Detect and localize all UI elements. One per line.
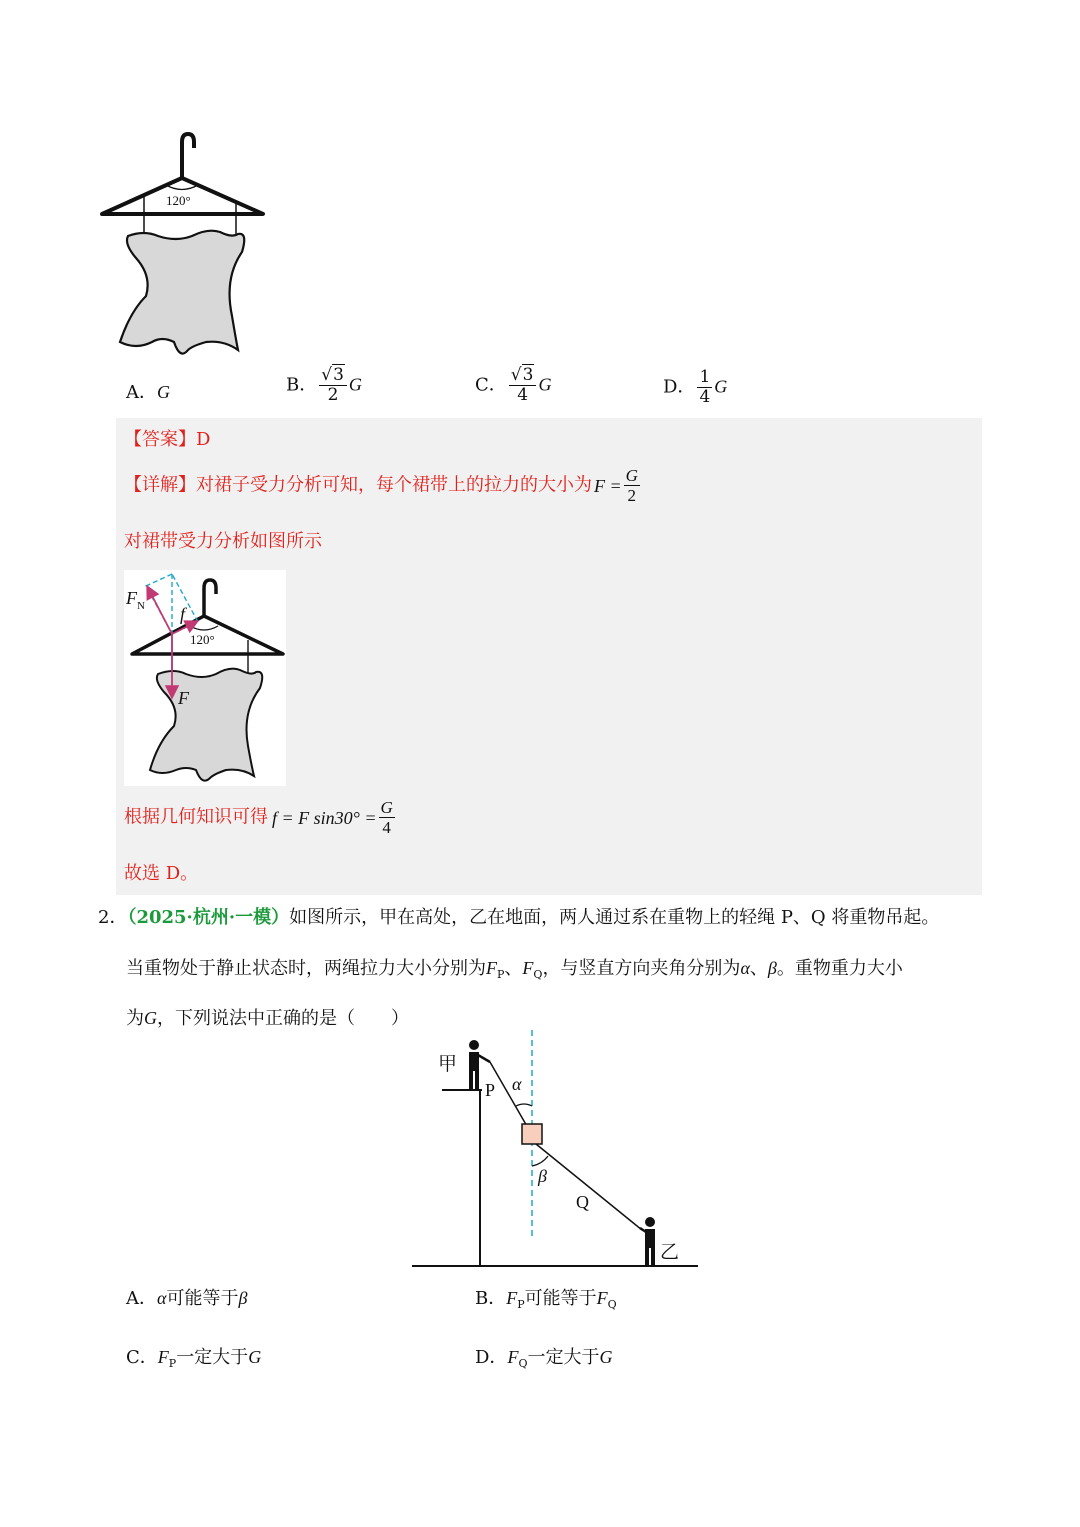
detail-line-4: 故选 D。 bbox=[124, 863, 199, 884]
beta-label: β bbox=[538, 1166, 547, 1186]
option-d-numerator: 1 bbox=[699, 367, 711, 387]
option-a[interactable] bbox=[126, 380, 170, 405]
alpha-label: α bbox=[512, 1074, 522, 1094]
q2-option-c-fp: F bbox=[157, 1347, 169, 1367]
option-c-fraction: $\frac{√3}{4}$ bbox=[509, 366, 537, 405]
force-fn-label: $F_N$ bbox=[126, 588, 145, 612]
force-angle-label: 120° bbox=[190, 632, 215, 647]
q2-option-a-beta: β bbox=[238, 1288, 248, 1308]
option-a-value: G bbox=[157, 382, 170, 402]
q2-sep-2: 、 bbox=[749, 958, 768, 979]
yi-label: 乙 bbox=[660, 1241, 680, 1263]
detail-frac1-num: G bbox=[625, 466, 638, 485]
q2-alpha: α bbox=[740, 958, 750, 978]
answer-tag: 【答案】 bbox=[124, 429, 196, 450]
q2-option-c-text: 一定大于 bbox=[176, 1347, 249, 1368]
detail-eq-1: F = bbox=[594, 475, 622, 496]
detail-fraction-1 bbox=[624, 466, 640, 505]
q2-g: G bbox=[144, 1008, 157, 1028]
option-b[interactable] bbox=[286, 366, 362, 405]
force-f-small-label: f bbox=[180, 604, 186, 624]
q2-option-b[interactable] bbox=[475, 1286, 617, 1317]
detail-line-1 bbox=[124, 466, 642, 505]
q2-option-b-fp-sub: P bbox=[517, 1298, 525, 1311]
detail-fraction-3 bbox=[379, 798, 395, 837]
q2-option-d[interactable] bbox=[475, 1345, 612, 1376]
detail-frac3-den: 4 bbox=[382, 818, 391, 837]
option-c-numerator: 3 bbox=[522, 365, 534, 385]
detail-text-1: 对裙子受力分析可知，每个裙带上的拉力的大小为 bbox=[196, 474, 592, 496]
q2-option-b-text: 可能等于 bbox=[524, 1288, 597, 1309]
option-b-label: B． bbox=[286, 374, 318, 396]
q2-option-c[interactable] bbox=[126, 1345, 261, 1376]
q2-option-d-fq-sub: Q bbox=[518, 1357, 528, 1370]
p-label: P bbox=[485, 1080, 496, 1100]
q2-option-d-g: G bbox=[599, 1347, 613, 1367]
option-d[interactable] bbox=[663, 368, 727, 407]
force-diagram bbox=[124, 570, 286, 786]
q2-option-a-alpha: α bbox=[157, 1288, 167, 1308]
option-b-var: G bbox=[348, 374, 362, 395]
q2-line-1 bbox=[98, 906, 939, 930]
q2-option-d-fq: F bbox=[507, 1347, 519, 1367]
q2-stem-3a: 为 bbox=[126, 1008, 144, 1029]
q2-option-d-label: D． bbox=[475, 1347, 508, 1368]
q2-fp-sub: P bbox=[497, 968, 505, 981]
option-c-label: C． bbox=[475, 374, 507, 396]
detail-line-3 bbox=[124, 798, 397, 837]
option-c-var: G bbox=[538, 374, 552, 395]
rope-figure bbox=[410, 1030, 700, 1270]
option-b-numerator: 3 bbox=[333, 365, 344, 385]
detail-line-2: 对裙带受力分析如图所示 bbox=[124, 531, 322, 552]
q2-sep-1: 、 bbox=[504, 958, 523, 979]
q2-source: （2025·杭州·一模） bbox=[127, 907, 290, 928]
jia-label: 甲 bbox=[438, 1053, 458, 1075]
q2-option-c-fp-sub: P bbox=[168, 1357, 177, 1370]
q2-option-a-text: 可能等于 bbox=[166, 1288, 239, 1309]
q2-line-3 bbox=[126, 1006, 409, 1031]
q2-stem-2b: ，与竖直方向夹角分别为 bbox=[542, 958, 741, 979]
q2-option-c-g: G bbox=[248, 1347, 262, 1367]
option-c[interactable] bbox=[475, 366, 551, 405]
detail-tag: 【详解】 bbox=[124, 474, 196, 496]
option-a-label: A． bbox=[126, 382, 157, 403]
q2-stem-3b: ，下列说法中正确的是（ ） bbox=[157, 1008, 409, 1029]
q2-fq: F bbox=[522, 958, 534, 978]
q2-line-2 bbox=[126, 956, 903, 987]
option-d-var: G bbox=[714, 376, 728, 397]
option-d-label: D． bbox=[663, 376, 696, 398]
detail-text-3: 根据几何知识可得 bbox=[124, 806, 268, 828]
answer-value: D bbox=[196, 429, 211, 450]
answer-line bbox=[124, 428, 210, 452]
q2-stem-2a: 当重物处于静止状态时，两绳拉力大小分别为 bbox=[126, 958, 486, 979]
q2-fp: F bbox=[486, 958, 497, 978]
detail-frac3-num: G bbox=[380, 798, 393, 817]
option-d-fraction bbox=[697, 368, 712, 407]
hanger-figure bbox=[96, 128, 271, 360]
option-d-denominator: 4 bbox=[699, 387, 711, 407]
q2-beta: β bbox=[767, 958, 777, 978]
detail-frac1-den: 2 bbox=[627, 486, 637, 505]
q2-stem-2c: 。重物重力大小 bbox=[776, 958, 903, 979]
option-c-denominator: 4 bbox=[517, 385, 529, 405]
q2-number: 2． bbox=[98, 907, 128, 928]
option-b-fraction: $\frac{√3}{2}$ bbox=[319, 366, 347, 405]
q2-option-d-text: 一定大于 bbox=[527, 1347, 600, 1368]
option-b-denominator: 2 bbox=[327, 385, 339, 405]
hanger-angle-label: 120° bbox=[166, 193, 191, 208]
q2-option-a[interactable] bbox=[126, 1286, 247, 1311]
q2-option-a-label: A． bbox=[126, 1288, 157, 1309]
force-F-label: F bbox=[178, 688, 189, 708]
q2-option-b-fq-sub: Q bbox=[607, 1298, 617, 1311]
detail-eq-3: f = F sin30° = bbox=[272, 807, 377, 828]
q2-option-c-label: C． bbox=[126, 1347, 158, 1368]
q2-fq-sub: Q bbox=[533, 968, 543, 981]
q2-option-b-label: B． bbox=[475, 1288, 507, 1309]
q2-option-b-fp: F bbox=[506, 1288, 518, 1308]
q2-option-b-fq: F bbox=[596, 1288, 608, 1308]
q2-stem-1: 如图所示，甲在高处，乙在地面，两人通过系在重物上的轻绳 P、Q 将重物吊起。 bbox=[289, 907, 940, 928]
q-label: Q bbox=[576, 1192, 589, 1212]
